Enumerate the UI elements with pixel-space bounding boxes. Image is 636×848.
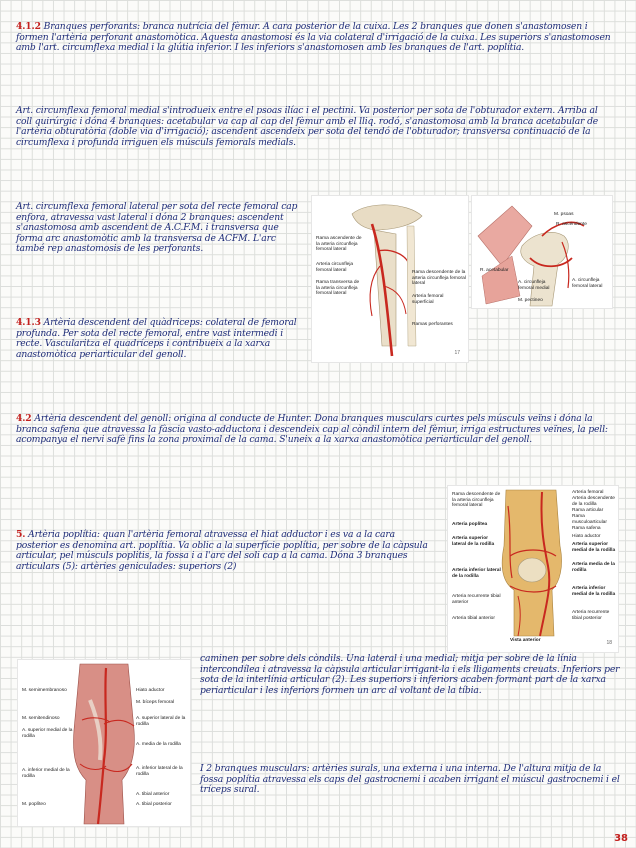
- paragraph-medial-circumflex: [16, 106, 616, 148]
- figure-hip-circumflex: [472, 196, 612, 308]
- page-number: 38: [614, 833, 628, 844]
- paragraph-perforating-branches: [16, 22, 616, 54]
- figure-label: M. bíceps femoral: [136, 700, 175, 705]
- figure-label: M. semimembranoso: [22, 688, 67, 693]
- figure-label: Arteria inferior lateral de la rodilla: [452, 568, 501, 579]
- figure-label: M. pectineo: [518, 298, 543, 303]
- figure-caption: Vista anterior: [510, 638, 541, 643]
- figure-knee-anastomosis: [448, 486, 618, 652]
- figure-label: Rama descendente de la arteria circunfleja femoral lateral: [452, 492, 501, 509]
- figure-label: Arteria tibial anterior: [452, 616, 495, 621]
- paragraph-sural-arteries: [200, 764, 620, 796]
- paragraph-text: Art. circumflexa femoral medial s'introdueix entre el psoas ilíac i el pectini. Va posterior per sota de l'obturador extern. Arriba al coll quirúrgic i dóna 4 branques: acetabular va cap al cap del fèmur amb el lliq. rodó, s'anastomosa amb la branca acetabular de l'artèria obturatòria (doble via d'irrigació); ascendent ascendeix per sota del tendó de l'obturador; transversa continuació de la circumflexa i profunda irriguen els músculs femorals medials.: [16, 105, 599, 148]
- figure-label: Arteria superior medial de la rodilla: [572, 542, 616, 553]
- figure-label: A. tibial posterior: [136, 802, 172, 807]
- figure-label: Arteria femoral: [572, 490, 604, 495]
- section-number: 4.1.3: [16, 317, 41, 328]
- figure-label: A. media de la rodilla: [136, 742, 181, 747]
- figure-label: M. semitendinoso: [22, 716, 60, 721]
- figure-label: Rama safena: [572, 526, 601, 531]
- figure-label: Ramas perforantes: [412, 322, 453, 327]
- figure-page-number: 18: [606, 640, 612, 646]
- paragraph-genicular-arteries: [200, 654, 620, 696]
- figure-label: Arteria descendente de la rodilla: [572, 496, 615, 507]
- paragraph-text: I 2 branques musculars: artèries surals, una externa i una interna. De l'altura mitja de la fossa poplítia atravessa els caps del gastrocnemi i acaben irrigant el múscul gastrocnemi i el tríceps sural.: [200, 763, 620, 796]
- figure-label: Rama ascendente de la arteria circunfleja femoral lateral: [316, 236, 362, 253]
- figure-page-number: 17: [454, 350, 460, 356]
- figure-label: Arteria recurrente tibial posterior: [572, 610, 610, 621]
- paragraph-quadriceps-artery: [16, 318, 308, 360]
- figure-label: Arteria femoral superficial: [412, 294, 444, 305]
- figure-label: A. inferior lateral de la rodilla: [136, 766, 183, 777]
- figure-label: M. poplíteo: [22, 802, 46, 807]
- figure-label: Hiato aductor: [572, 534, 601, 539]
- paragraph-text: Branques perforants: branca nutrícia del fèmur. A cara posterior de la cuixa. Les 2 branques que donen s'anastomosen i formen l'artèria perforant anastomòtica. Aquesta anastomosi és la via colateral d'irrigació de la cuixa. Les superiors s'anastomosen amb l'art. circumflexa medial i la glútia inferior. I les inferiors s'anastomosen amb les branques de l'art. poplítia.: [16, 21, 611, 54]
- figure-label: Rama transversa de la arteria circunfleja femoral lateral: [316, 280, 360, 297]
- figure-label: Arteria inferior medial de la rodilla: [572, 586, 616, 597]
- paragraph-text: Art. circumflexa femoral lateral per sota del recte femoral cap enfora, atravessa vast lateral i dóna 2 branques: ascendent s'anastomosa amb ascendent de A.C.F.M. i transversa que forma arc anastomòtic amb la transversa de ACFM. L'arc també rep anastomosis de les perforants.: [16, 201, 298, 255]
- figure-label: M. psoas: [554, 212, 574, 217]
- figure-thigh-arteries: [312, 196, 468, 362]
- figure-label: Arteria media de la rodilla: [572, 562, 615, 573]
- figure-label: Arteria circunfleja femoral lateral: [316, 262, 354, 273]
- figure-label: A. tibial anterior: [136, 792, 170, 797]
- hip-illustration: [472, 196, 612, 308]
- figure-label: Rama descendente de la arteria circunfleja femoral lateral: [412, 270, 466, 287]
- figure-label: A. circunfleja femoral lateral: [572, 278, 603, 289]
- figure-popliteal-region: [18, 660, 190, 826]
- paragraph-text: Artèria descendent del genoll: origina al conducte de Hunter. Dona branques musculars curtes pels músculs veïns i dóna la branca safena que atravessa la fàscia vasto-adductora i descendeix cap al còndil intern del fèmur, irriga estructures veïnes, la pell: acompanya el nervi safè fins la zona proximal de la cama. S'uneix a la xarxa anastomòtica periarticular del genoll.: [16, 413, 608, 446]
- section-number: 4.2: [16, 413, 32, 424]
- figure-label: R. ascendente: [556, 222, 587, 227]
- figure-label: Rama articular: [572, 508, 604, 513]
- paragraph-text: Artèria descendent del quàdriceps: colateral de femoral profunda. Per sota del recte femoral, entre vast intermedi i recte. Vascularitza el quadríceps i contribueix a la xarxa anastomòtica periarticular del genoll.: [16, 317, 297, 360]
- section-number: 4.1.2: [16, 21, 41, 32]
- paragraph-text: Artèria poplítia: quan l'artèria femoral atravessa el hiat adductor i es va a la cara posterior es denomina art. poplítia. Va oblic a la superfície poplítia, per sobre de la càpsula articular, pel músculs poplitis, la fossa i a l'arc del soli cap a la cama. Dóna 3 branques articulars (5): artèries geniculades: superiors (2): [16, 529, 428, 572]
- paragraph-lateral-circumflex: [16, 202, 306, 255]
- figure-label: Rama musculoarticular: [572, 514, 607, 525]
- figure-label: Arteria poplítea: [452, 522, 488, 527]
- figure-label: A. circunfleja femoral medial: [518, 280, 550, 291]
- figure-label: R. acetabular: [480, 268, 509, 273]
- paragraph-popliteal-artery: [16, 530, 436, 572]
- section-number: 5.: [16, 529, 26, 540]
- figure-label: Hiato aductor: [136, 688, 165, 693]
- figure-label: Arteria recurrente tibial anterior: [452, 594, 501, 605]
- paragraph-text: caminen per sobre dels còndils. Una lateral i una medial; mitja per sobre de la línia intercondílea i atravessa la càpsula articular irrigant-la i els lligaments creuats. Inferiors per sota de la interlínia articular (2). Les superiors i inferiors acaben formant part de la xarxa periarticular i les inferiors formen un arc al voltant de la tíbia.: [200, 653, 620, 696]
- figure-label: Arteria superior lateral de la rodilla: [452, 536, 495, 547]
- figure-label: A. superior medial de la rodilla: [22, 728, 73, 739]
- figure-label: A. inferior medial de la rodilla: [22, 768, 70, 779]
- paragraph-descending-genicular: [16, 414, 616, 446]
- figure-label: A. superior lateral de la rodilla: [136, 716, 186, 727]
